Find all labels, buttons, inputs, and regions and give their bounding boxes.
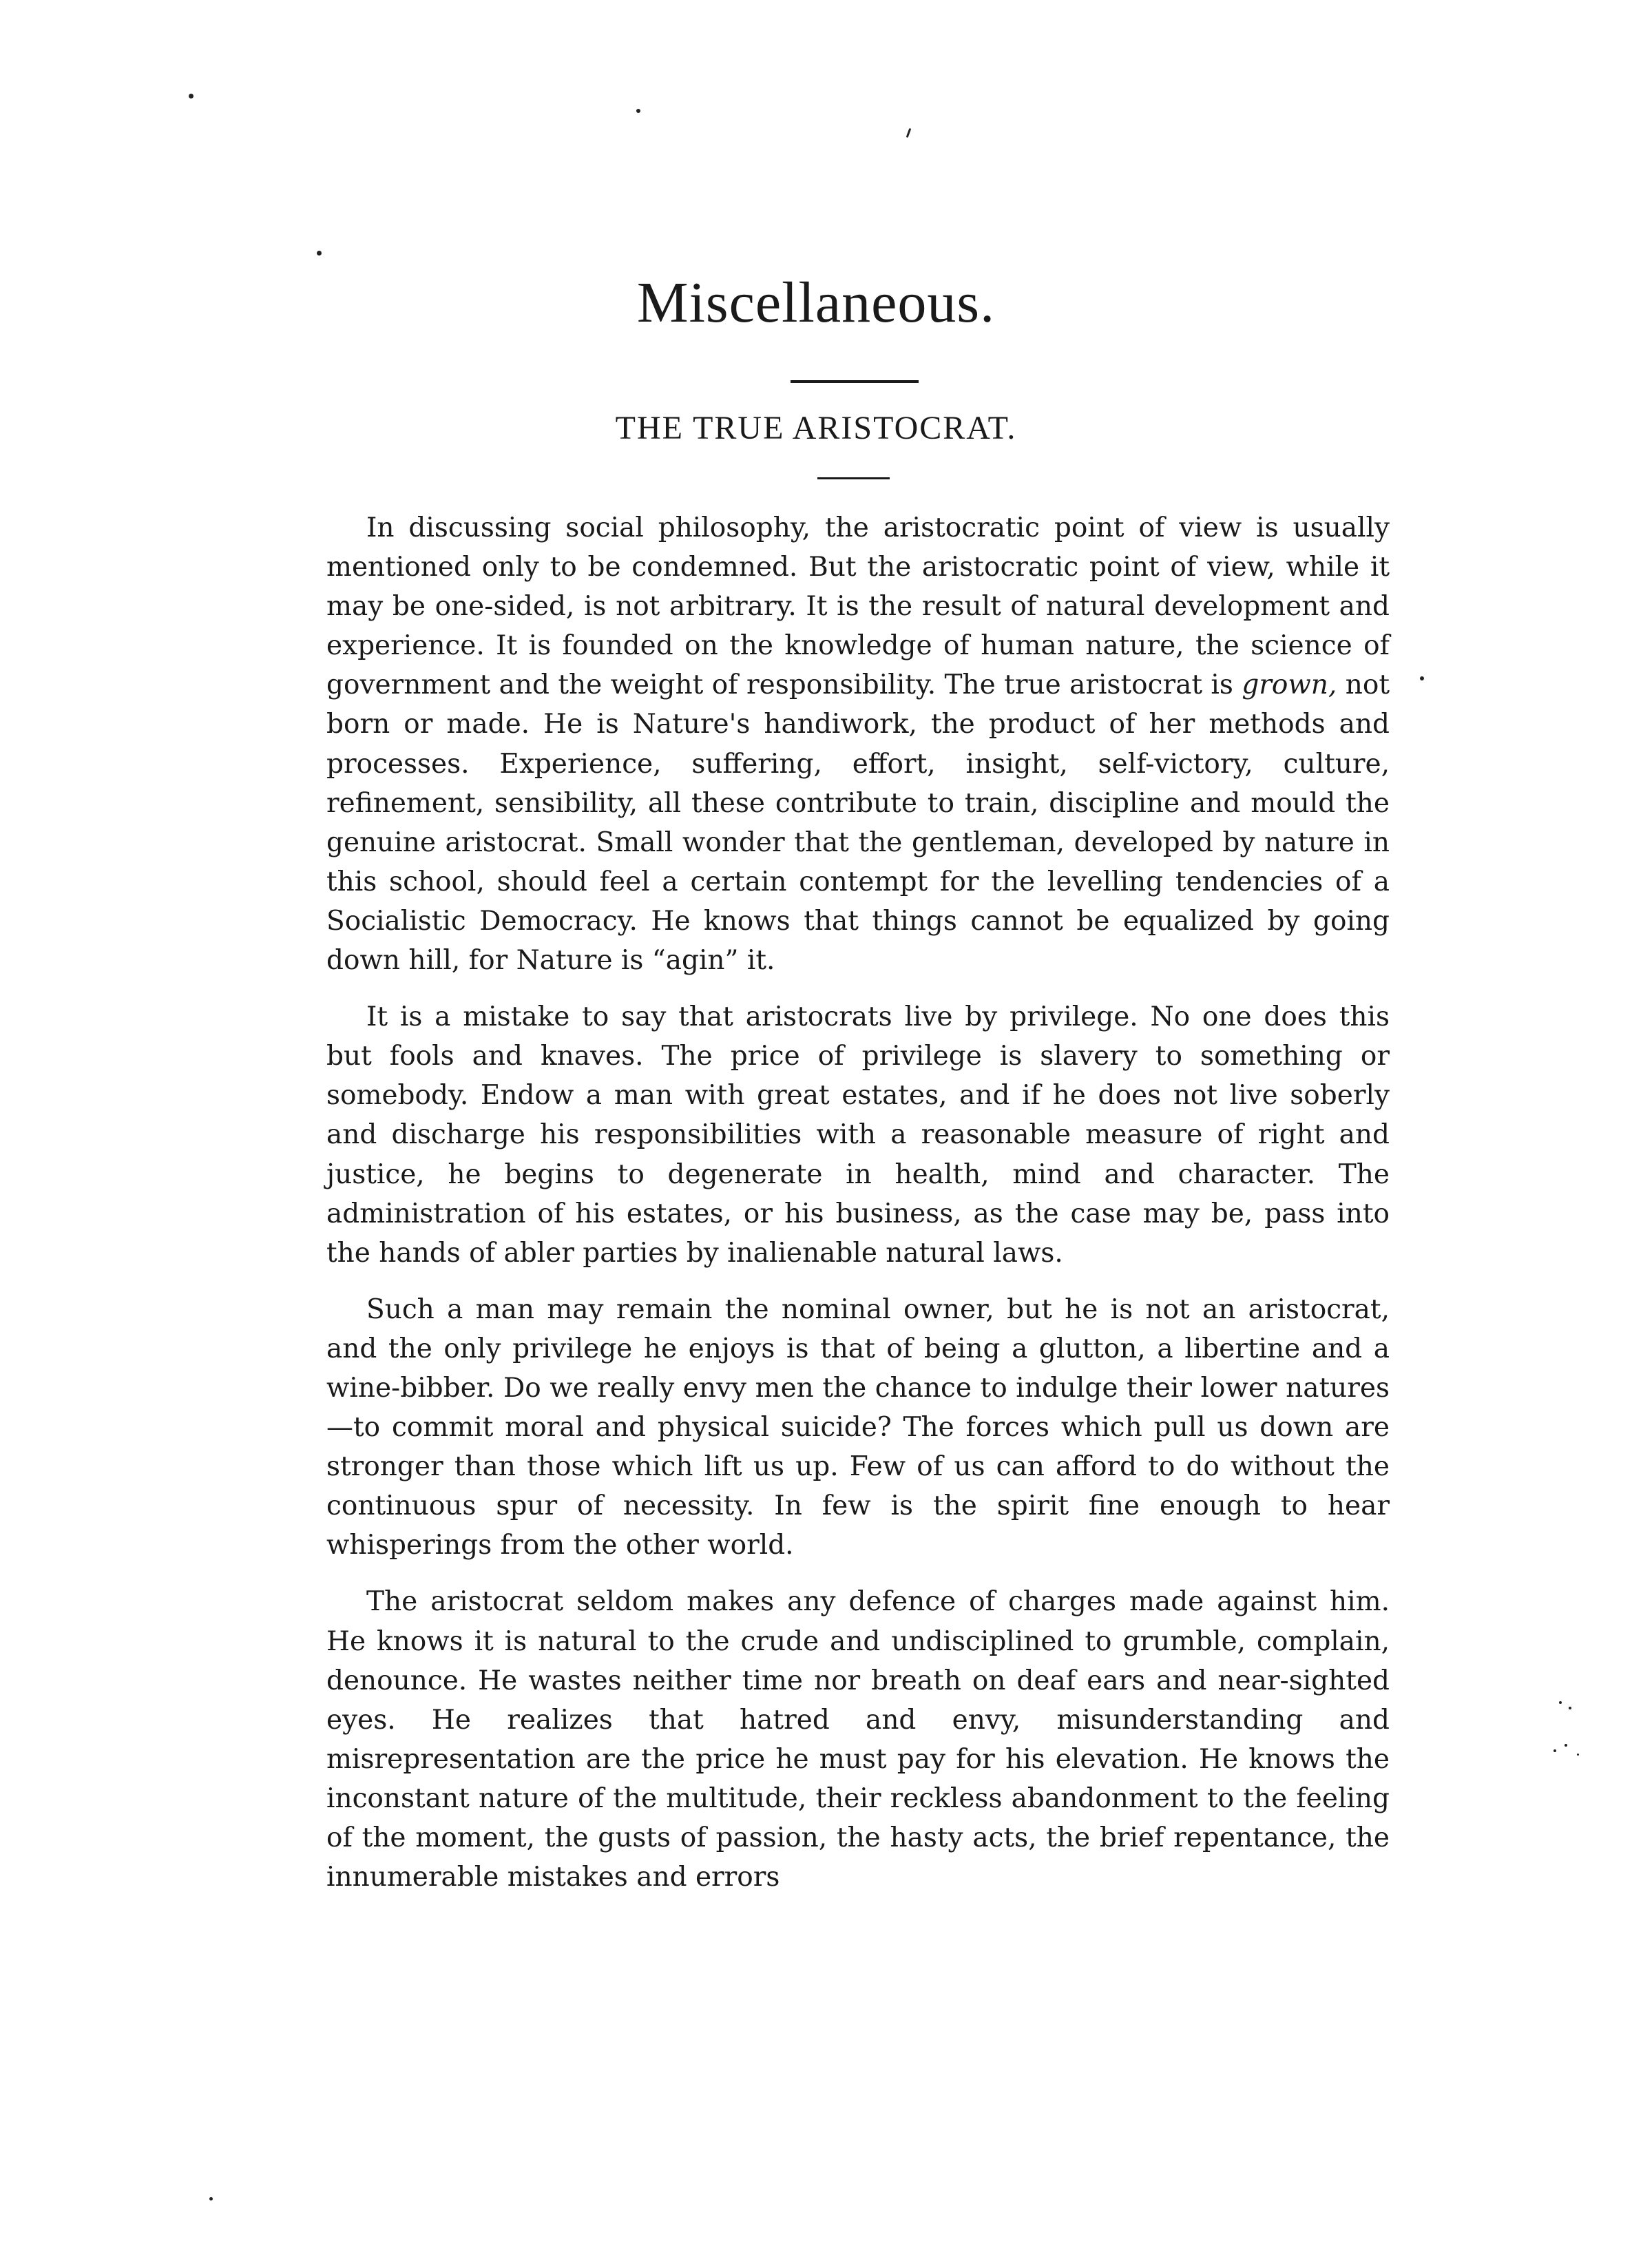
scan-speck [1553,1749,1556,1752]
scan-speck [906,128,912,138]
paragraph-4: The aristocrat seldom makes any defence of charges made against him. He knows it is natural to the crude and undisciplined to grumble, complain, denounce. He wastes neither time nor breath on deaf ears and near-sighted eyes. He realizes that hatred and envy, misunderstanding and misrepresentation are the price he must pay for his elevation. He knows the inconstant nature of the multitude, their reckless abandonment to the feeling of the moment, the gusts of passion, the hasty acts, the brief repentance, the innumerable mistakes and errors [326,1586,1390,1893]
title-underline [817,477,890,479]
scan-speck [1420,676,1424,680]
title-divider [791,380,919,383]
scan-speck [1565,1744,1567,1747]
emphasis-grown: grown, [1242,669,1337,701]
paragraph-1-text-start: In discussing social philosophy, the aristocratic point of view is usually mentioned only to be condemned. But the aristocratic point of view, while it may be one-sided, is not arbitrary. It is the result of natural development and experience. It is founded on the knowledge of human nature, the science of government and the weight of responsibility. The true aristocrat is [326,512,1390,701]
section-title: Miscellaneous. [636,271,996,335]
scan-speck [636,109,640,113]
scan-speck [1577,1754,1579,1756]
scan-speck [1569,1707,1571,1709]
article-body [326,508,1390,1914]
scan-speck [209,2197,213,2201]
paragraph-1-text-end: not born or made. He is Nature's handiwork, the product of her methods and processes. Experience, suffering, effort, insight, self-victory, culture, refinement, sensibility, all these contribute to train, discipline and mould the genuine aristocrat. Small wonder that the gentleman, developed by nature in this school, should feel a certain contempt for the levelling tendencies of a Socialistic Democracy. He knows that things cannot be equalized by going down hill, for Nature is “agin” it. [326,669,1390,977]
scan-speck [317,251,322,256]
paragraph-2: It is a mistake to say that aristocrats live by privilege. No one does this but fools and knaves. The price of privilege is slavery to something or somebody. Endow a man with great estates, and if he does not live soberly and discharge his responsibilities with a reasonable measure of right and justice, he begins to degenerate in health, mind and character. The administration of his estates, or his business, as the case may be, pass into the hands of abler parties by inalienable natural laws. [326,1001,1390,1269]
scan-speck [189,94,193,98]
scan-speck [1559,1701,1562,1704]
paragraph-3: Such a man may remain the nominal owner, but he is not an aristocrat, and the only privilege he enjoys is that of being a glutton, a libertine and a wine-bibber. Do we really envy men the chance to indulge their lower natures—to commit moral and physical suicide? The forces which pull us down are stronger than those which lift us up. Few of us can afford to do without the continuous spur of necessity. In few is the spirit fine enough to hear whisperings from the other world. [326,1293,1390,1561]
article-title: THE TRUE ARISTOCRAT. [615,410,1017,446]
paragraph-1 [326,508,1390,980]
